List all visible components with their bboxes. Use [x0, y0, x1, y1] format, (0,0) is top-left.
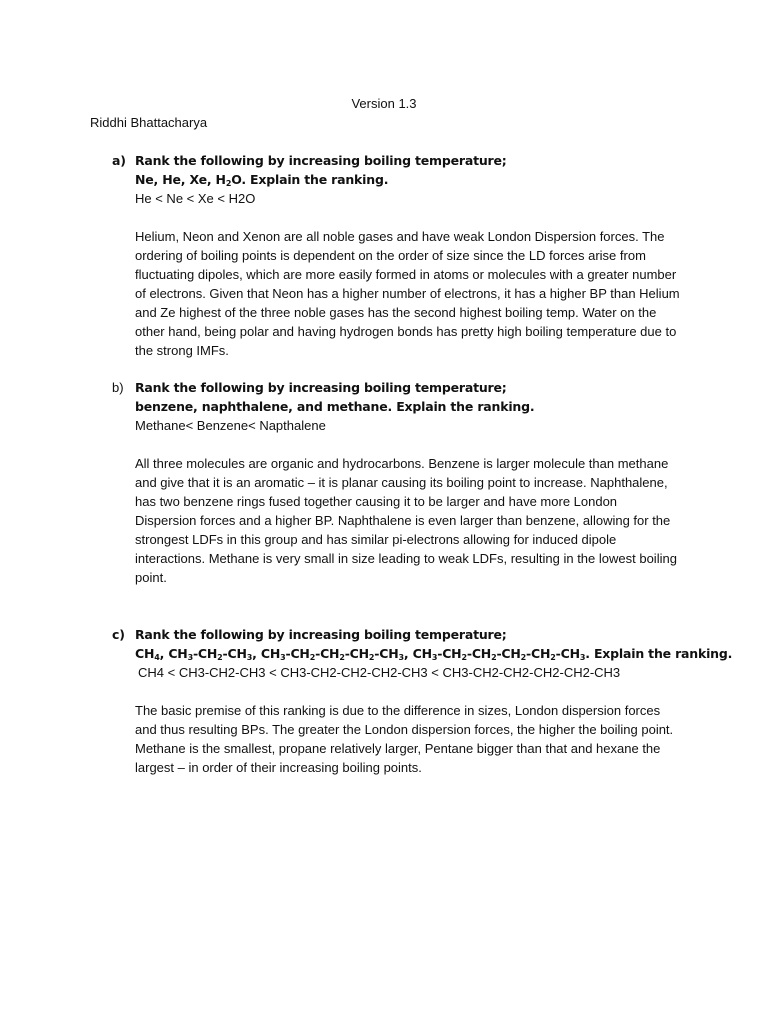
question-prompt-line2 — [135, 170, 692, 189]
prompt-subscript: 2 — [309, 653, 316, 662]
prompt-subscript: 2 — [225, 179, 232, 188]
question-b — [112, 378, 692, 587]
prompt-subscript: 3 — [280, 653, 286, 662]
question-marker: c) — [112, 627, 125, 642]
question-prompt-line2 — [135, 644, 733, 663]
prompt-subscript: 4 — [154, 653, 160, 662]
version-label: Version 1.3 — [351, 96, 417, 111]
prompt-subscript: 3 — [431, 653, 438, 662]
prompt-text: -CH — [222, 646, 247, 661]
question-answer: CH4 < CH3-CH2-CH3 < CH3-CH2-CH2-CH2-CH3 < CH3-CH2-CH2-CH2-CH2-CH3 — [138, 665, 621, 680]
prompt-text: -CH — [555, 646, 580, 661]
question-prompt-line1: Rank the following by increasing boiling temperature; — [135, 153, 507, 168]
prompt-text: -CH — [344, 646, 369, 661]
prompt-subscript: 2 — [217, 653, 223, 662]
question-answer: He < Ne < Xe < H2O — [135, 191, 256, 206]
author-name: Riddhi Bhattacharya — [90, 115, 208, 130]
question-body — [135, 378, 692, 587]
prompt-subscript: 2 — [491, 653, 497, 662]
prompt-text: , CH — [252, 646, 281, 661]
prompt-subscript: 2 — [368, 653, 375, 662]
prompt-subscript: 2 — [461, 653, 467, 662]
question-marker: b) — [112, 380, 124, 395]
prompt-text: -CH — [437, 646, 462, 661]
prompt-text: -CH — [192, 646, 218, 661]
prompt-subscript: 2 — [520, 653, 527, 662]
prompt-text: . Explain the ranking. — [585, 646, 733, 661]
question-a — [112, 151, 692, 360]
question-answer: Methane< Benzene< Napthalene — [135, 418, 326, 433]
prompt-subscript: 2 — [550, 653, 556, 662]
question-body — [135, 625, 733, 777]
prompt-subscript: 3 — [246, 653, 253, 662]
prompt-subscript: 3 — [398, 653, 404, 662]
prompt-subscript: 3 — [187, 653, 193, 662]
prompt-text: CH — [135, 646, 155, 661]
prompt-text: -CH — [466, 646, 492, 661]
question-explanation: The basic premise of this ranking is due to the difference in sizes, London dispersion forces and thus resulting BPs. The greater the London dispersion forces, the higher the boiling point. Methane is the smallest, propane relatively larger, Pentane bigger than that and hexane the largest – in order of their increasing boiling points. — [135, 703, 674, 775]
prompt-text: -CH — [496, 646, 521, 661]
prompt-text: -CH — [526, 646, 551, 661]
question-marker: a) — [112, 153, 126, 168]
prompt-subscript: 3 — [579, 653, 586, 662]
question-prompt-line2: benzene, naphthalene, and methane. Explain the ranking. — [135, 399, 535, 414]
prompt-text: Ne, He, Xe, H — [135, 172, 226, 187]
question-c — [112, 625, 733, 777]
question-explanation: Helium, Neon and Xenon are all noble gases and have weak London Dispersion forces. The ordering of boiling points is dependent on the order of size since the LD forces arise from fluctuating dipoles, which are more easily formed in atoms or molecules with a greater number of electrons. Given that Neon has a higher number of electrons, it has a higher BP than Helium and Ze highest of the three noble gases has the second highest boiling temp. Water on the other hand, being polar and having hydrogen bonds has pretty high boiling temperature due to the strong IMFs. — [135, 229, 680, 358]
prompt-text: O. Explain the ranking. — [231, 172, 389, 187]
question-body — [135, 151, 692, 360]
prompt-text: -CH — [315, 646, 340, 661]
prompt-text: -CH — [374, 646, 399, 661]
prompt-subscript: 2 — [339, 653, 345, 662]
question-explanation: All three molecules are organic and hydrocarbons. Benzene is larger molecule than methane and give that it is an aromatic – it is planar causing its boiling point to increase. Naphthalene, has two benzene rings fused together causing it to be larger and have more London Dispersion forces and a higher BP. Naphthalene is even larger than benzene, allowing for the strongest LDFs in this group and has similar pi-electrons allowing for induced dipole interactions. Methane is very small in size leading to weak LDFs, resulting in the lowest boiling point. — [135, 456, 677, 585]
question-prompt-line1: Rank the following by increasing boiling temperature; — [135, 627, 507, 642]
prompt-text: , CH — [159, 646, 188, 661]
prompt-text: , CH — [403, 646, 432, 661]
prompt-text: -CH — [285, 646, 310, 661]
question-prompt-line1: Rank the following by increasing boiling temperature; — [135, 380, 507, 395]
